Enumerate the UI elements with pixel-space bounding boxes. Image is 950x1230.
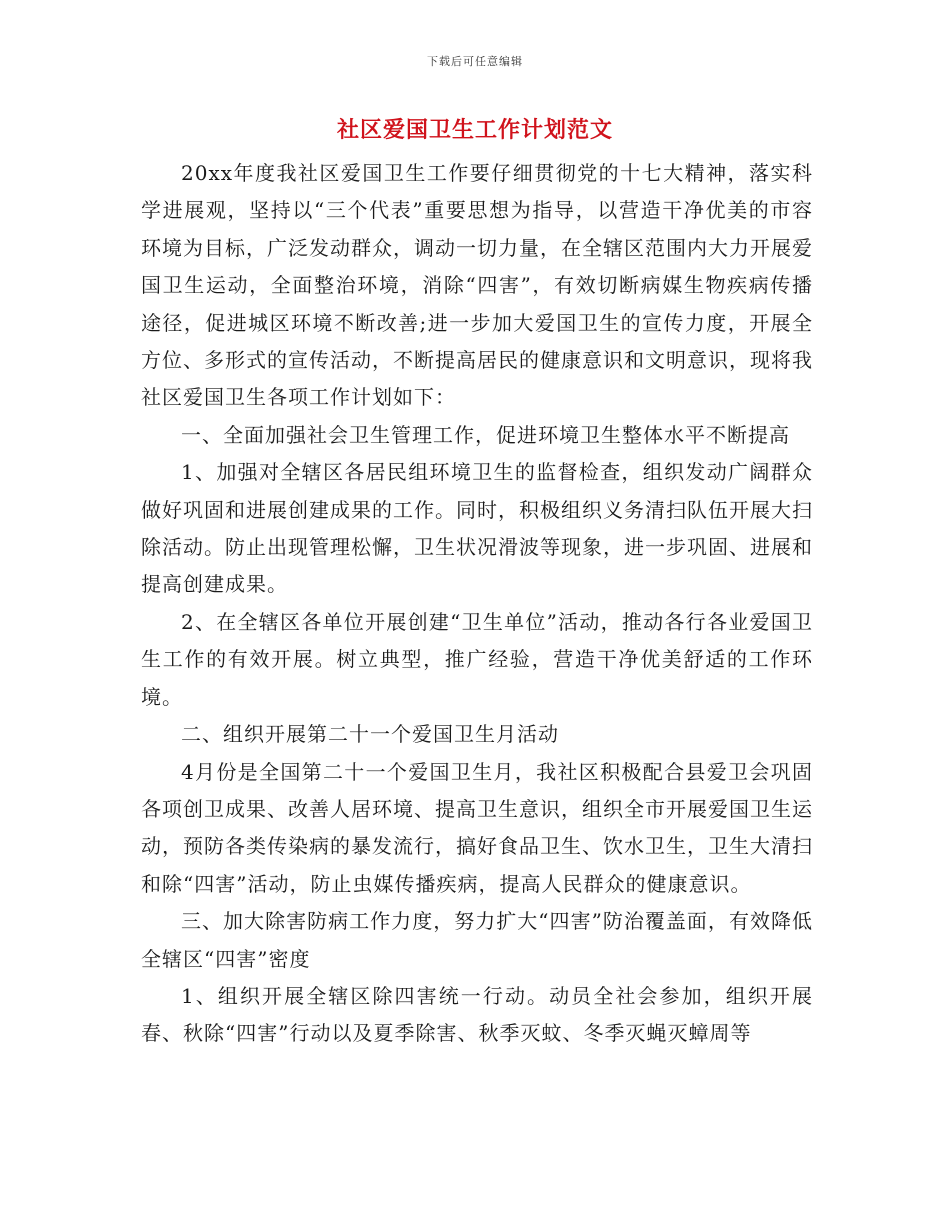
header-note: 下载后可任意编辑 — [427, 55, 523, 68]
paragraph-1-1: 1、加强对全辖区各居民组环境卫生的监督检查，组织发动广阔群众做好巩固和进展创建成果的工作。同时，积极组织义务清扫队伍开展大扫除活动。防止出现管理松懈，卫生状况滑波等现象，进一步巩固、进展和提高创建成果。 — [141, 460, 813, 597]
paragraph-1-2: 2、在全辖区各单位开展创建“卫生单位”活动，推动各行各业爱国卫生工作的有效开展。树立典型，推广经验，营造干净优美舒适的工作环境。 — [141, 609, 813, 709]
paragraph-3-1: 1、组织开展全辖区除四害统一行动。动员全社会参加，组织开展春、秋除“四害”行动以及夏季除害、秋季灭蚊、冬季灭蝇灭蟑周等 — [141, 983, 813, 1046]
section-heading-1: 一、全面加强社会卫生管理工作，促进环境卫生整体水平不断提高 — [181, 422, 790, 447]
paragraph-2: 4月份是全国第二十一个爱国卫生月，我社区积极配合县爱卫会巩固各项创卫成果、改善人居环境、提高卫生意识，组织全市开展爱国卫生运动，预防各类传染病的暴发流行，搞好食品卫生、饮水卫生，卫生大清扫和除“四害”活动，防止虫媒传播疾病，提高人民群众的健康意识。 — [141, 759, 813, 896]
section-heading-2: 二、组织开展第二十一个爱国卫生月活动 — [181, 722, 559, 747]
document-title: 社区爱国卫生工作计划范文 — [336, 117, 613, 143]
paragraph-intro: 20xx年度我社区爱国卫生工作要仔细贯彻党的十七大精神，落实科学进展观，坚持以“三个代表”重要思想为指导，以营造干净优美的市容环境为目标，广泛发动群众，调动一切力量，在全辖区范围内大力开展爱国卫生运动，全面整治环境，消除“四害”，有效切断病媒生物疾病传播途径，促进城区环境不断改善;进一步加大爱国卫生的宣传力度，开展全方位、多形式的宣传活动，不断提高居民的健康意识和文明意识，现将我社区爱国卫生各项工作计划如下： — [141, 161, 813, 410]
document-body — [141, 155, 813, 1053]
section-heading-3: 三、加大除害防病工作力度，努力扩大“四害”防治覆盖面，有效降低全辖区“四害”密度 — [141, 909, 813, 971]
